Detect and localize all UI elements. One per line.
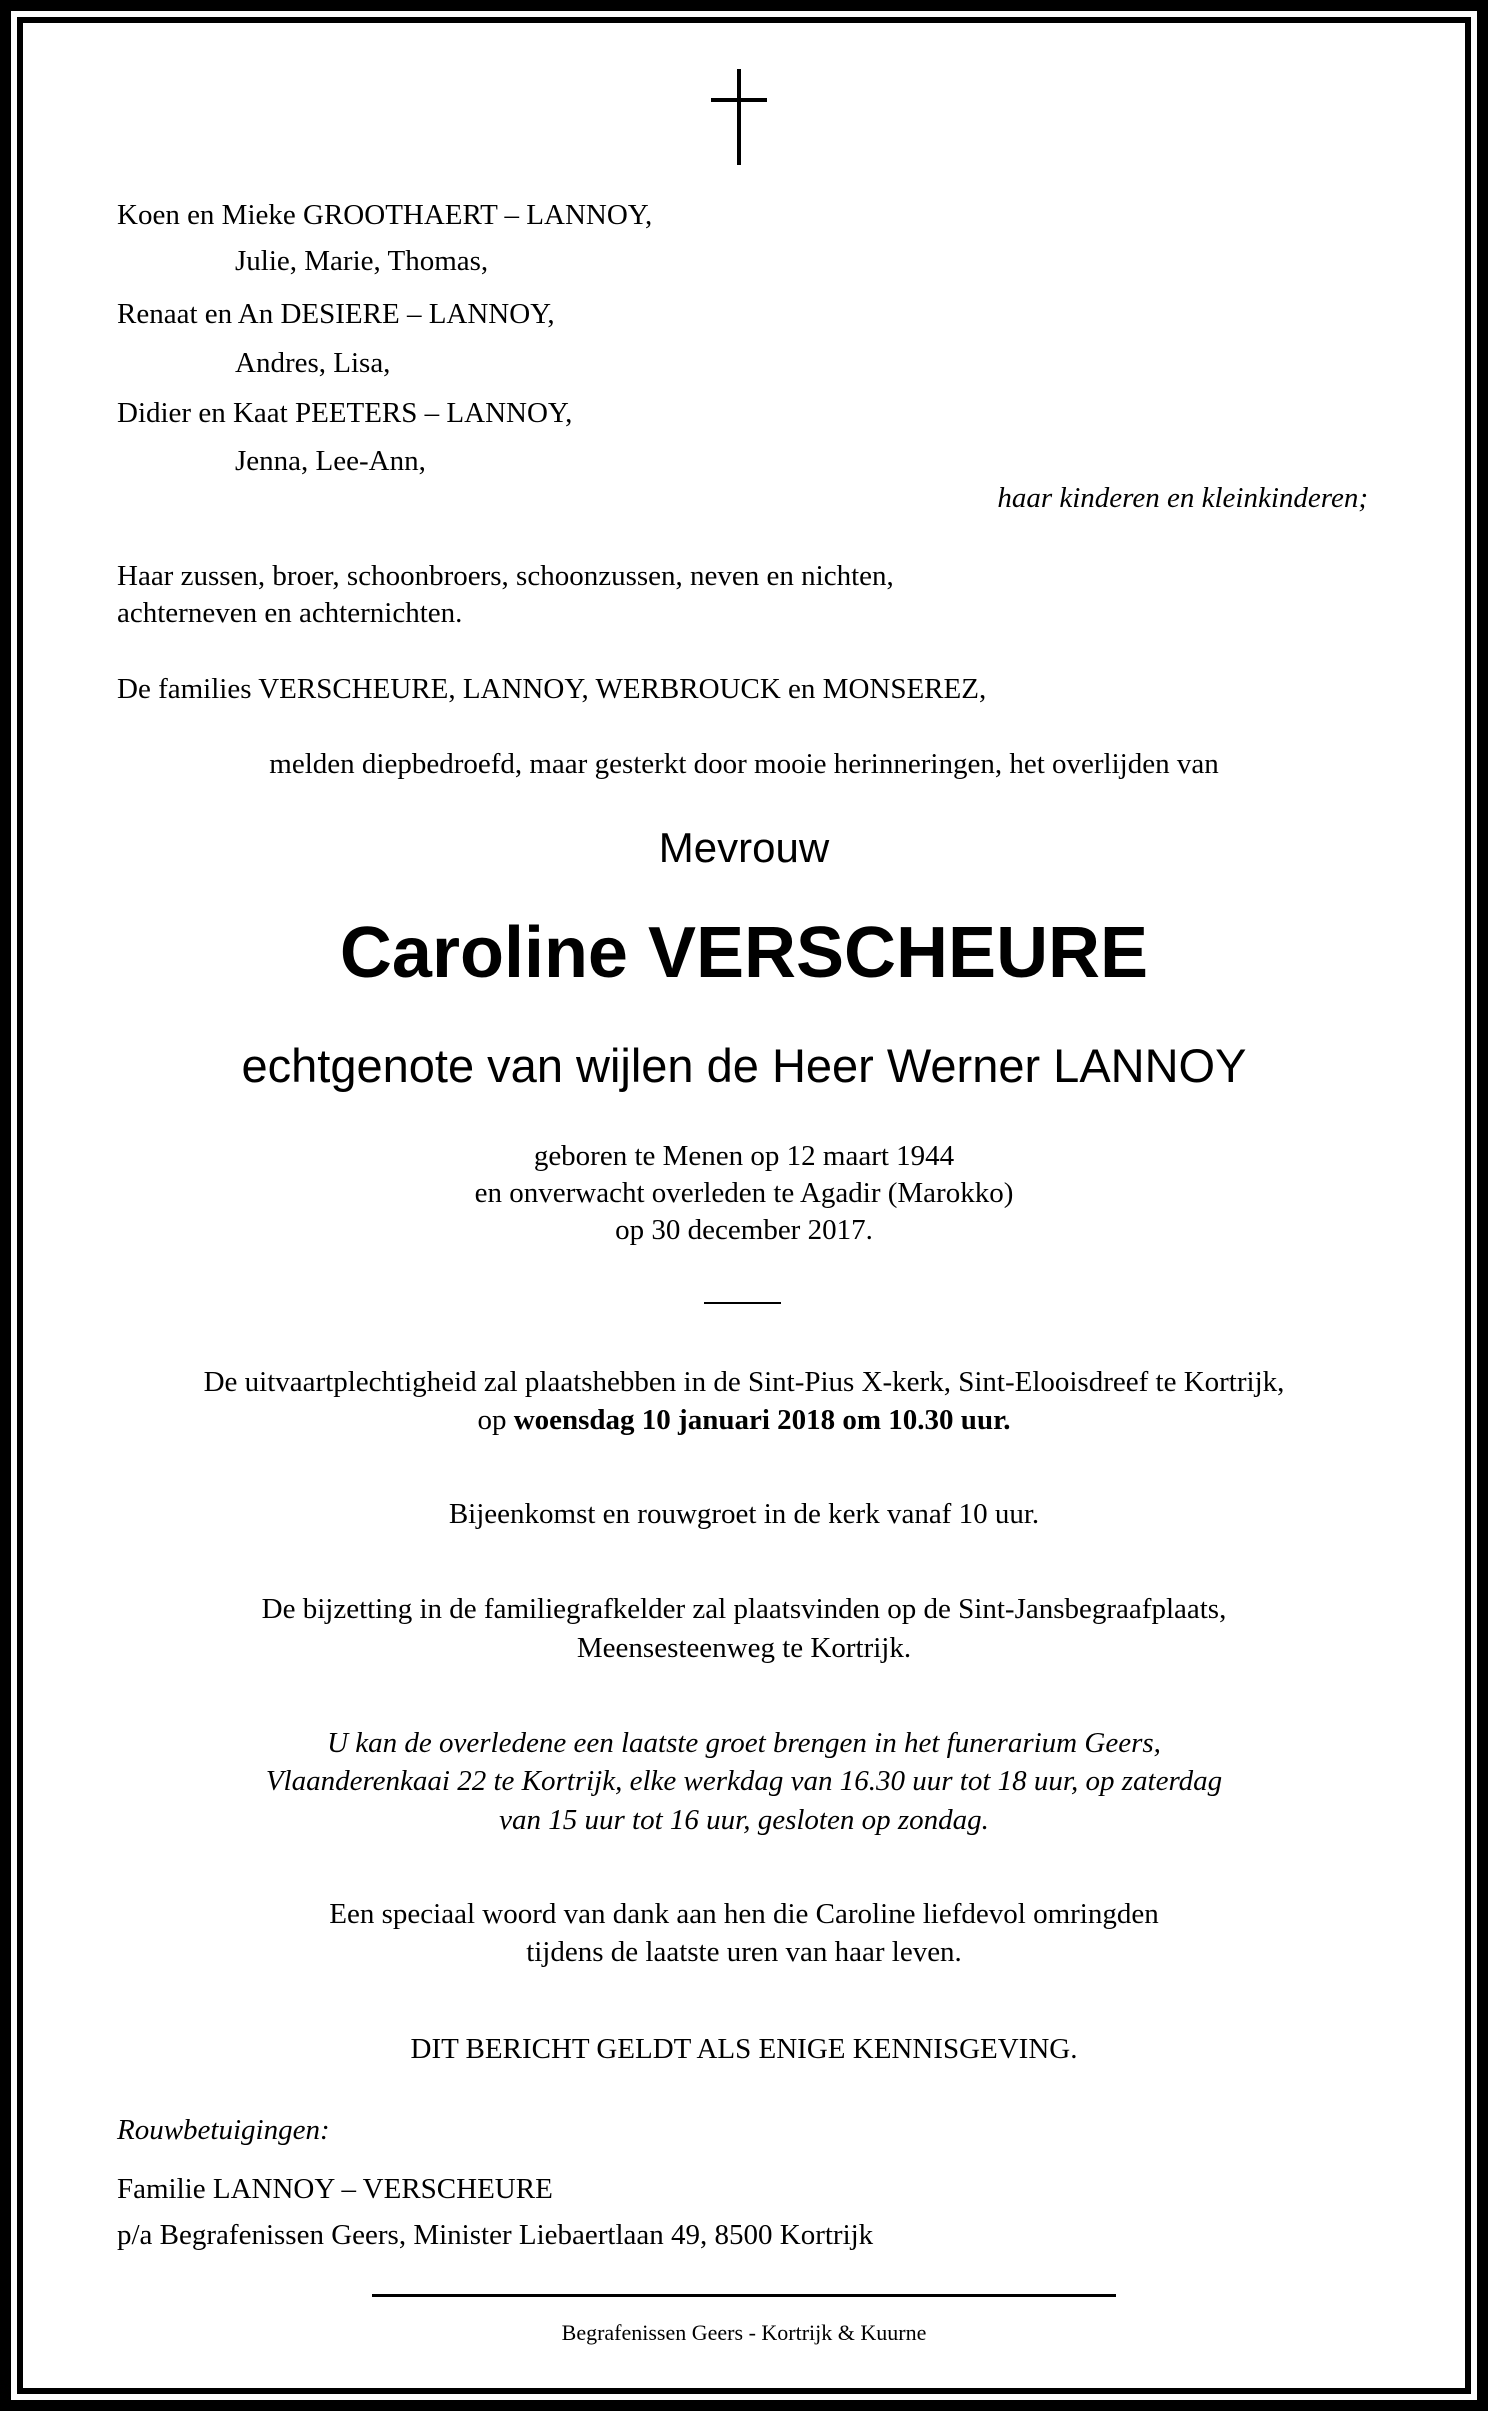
grandchildren-1: Julie, Marie, Thomas, — [235, 245, 489, 277]
spouse-line: echtgenote van wijlen de Heer Werner LANNOY — [241, 1039, 1247, 1092]
funeral-line-2 — [0, 1402, 1488, 1438]
condolences-recipient: Familie LANNOY – VERSCHEURE — [117, 2173, 553, 2205]
condolences-label: Rouwbetuigingen: — [117, 2114, 330, 2146]
thanks-line-2: tijdens de laatste uren van haar leven. — [526, 1936, 962, 1968]
condolences-address: p/a Begrafenissen Geers, Minister Liebaertlaan 49, 8500 Kortrijk — [117, 2219, 874, 2251]
deceased-name: Caroline VERSCHEURE — [339, 913, 1149, 993]
families-line: De families VERSCHEURE, LANNOY, WERBROUCK en MONSEREZ, — [117, 673, 987, 705]
visit-line-2: Vlaanderenkaai 22 te Kortrijk, elke werkdag van 16.30 uur tot 18 uur, op zaterdag — [265, 1765, 1223, 1797]
birth-line: geboren te Menen op 12 maart 1944 — [533, 1140, 955, 1172]
child-family-1: Koen en Mieke GROOTHAERT – LANNOY, — [117, 199, 653, 231]
children-caption: haar kinderen en kleinkinderen; — [997, 482, 1368, 514]
funeral-line-1: De uitvaartplechtigheid zal plaatshebben in de Sint-Pius X-kerk, Sint-Elooisdreef te Kortrijk, — [203, 1366, 1285, 1398]
announcement: melden diepbedroefd, maar gesterkt door mooie herinneringen, het overlijden van — [269, 748, 1219, 780]
burial-line-1: De bijzetting in de familiegrafkelder zal plaatsvinden op de Sint-Jansbegraafplaats, — [261, 1593, 1227, 1625]
burial-line-2: Meensesteenweg te Kortrijk. — [576, 1632, 912, 1664]
notice-line: DIT BERICHT GELDT ALS ENIGE KENNISGEVING. — [410, 2033, 1078, 2065]
death-date-line: op 30 december 2017. — [615, 1214, 873, 1246]
relatives-line-2: achterneven en achternichten. — [117, 597, 463, 629]
relatives-line-1: Haar zussen, broer, schoonbroers, schoonzussen, neven en nichten, — [117, 560, 894, 592]
deceased-title: Mevrouw — [658, 824, 830, 871]
child-family-2: Renaat en An DESIERE – LANNOY, — [117, 298, 555, 330]
grandchildren-2: Andres, Lisa, — [235, 347, 391, 379]
gathering-line: Bijeenkomst en rouwgroet in de kerk vanaf 10 uur. — [448, 1498, 1040, 1530]
death-line: en onverwacht overleden te Agadir (Marokko) — [474, 1177, 1014, 1209]
separator — [704, 1302, 781, 1304]
funeral-prefix: op — [477, 1404, 514, 1436]
grandchildren-3: Jenna, Lee-Ann, — [235, 445, 426, 477]
visit-line-3: van 15 uur tot 16 uur, gesloten op zondag. — [499, 1804, 989, 1836]
footer-text: Begrafenissen Geers - Kortrijk & Kuurne — [561, 2320, 927, 2345]
visit-line-1: U kan de overledene een laatste groet brengen in het funerarium Geers, — [327, 1727, 1161, 1759]
footer-rule — [372, 2294, 1116, 2297]
thanks-line-1: Een speciaal woord van dank aan hen die Caroline liefdevol omringden — [329, 1898, 1159, 1930]
child-family-3: Didier en Kaat PEETERS – LANNOY, — [117, 397, 573, 429]
funeral-date: woensdag 10 januari 2018 om 10.30 uur. — [513, 1404, 1011, 1436]
